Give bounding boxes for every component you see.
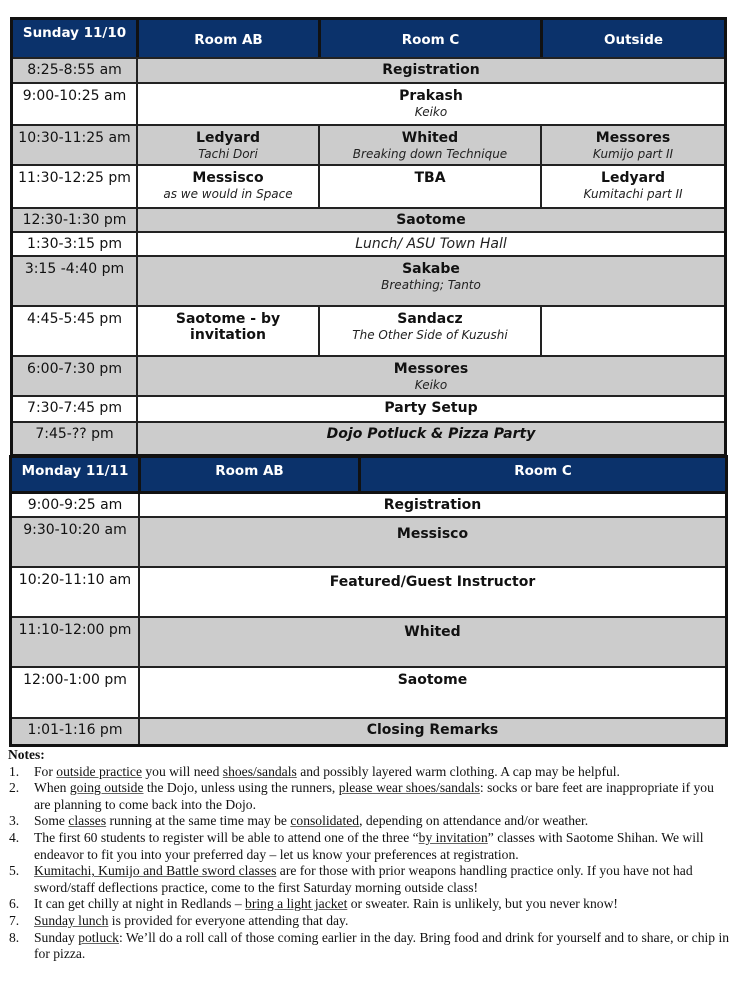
note-text: For — [34, 763, 57, 779]
time-slot: 10:20-11:10 am — [18, 572, 132, 588]
note-text: It can get chilly at night in Redlands – — [34, 896, 246, 912]
session-cell — [138, 568, 725, 616]
session-cell-room-c — [318, 307, 540, 355]
time-slot: 1:01-1:16 pm — [27, 722, 123, 738]
session-subtitle: Kumitachi part II — [583, 187, 683, 201]
note-emphasis: Sunday lunch — [34, 912, 109, 928]
time-slot: 11:30-12:25 pm — [18, 170, 131, 186]
column-header-room-ab: Room AB — [136, 20, 318, 57]
note-text: are for those with prior weapons handling practice only. If you have not had sword/staff deflections practice, come to the first Saturday morning outside class! — [34, 863, 693, 895]
session-title: Messores — [393, 361, 469, 377]
note-number: 1. — [9, 763, 20, 779]
session-cell — [136, 209, 724, 231]
note-text: or sweater. Rain is unlikely, but you never know! — [347, 896, 618, 912]
note-item — [8, 813, 730, 830]
note-emphasis: going outside — [69, 780, 144, 796]
session-cell — [136, 357, 724, 395]
schedule-row — [13, 421, 724, 454]
note-number: 3. — [9, 813, 20, 829]
time-slot: 7:30-7:45 pm — [27, 400, 122, 416]
day-header: Monday 11/11 — [21, 463, 129, 479]
note-item — [8, 930, 730, 963]
note-text: ” classes with Saotome Shihan. We will endeavor to fit you into your preferred day – let us know your preferences at registration. — [34, 829, 704, 862]
session-title: Whited — [401, 130, 459, 146]
session-title: Closing Remarks — [366, 722, 499, 738]
session-title: Registration — [383, 497, 482, 513]
session-subtitle: Lunch/ ASU Town Hall — [355, 236, 507, 252]
note-text: is provided for everyone attending that day. — [108, 912, 349, 928]
session-title: Sandacz — [397, 311, 463, 327]
schedule-row — [12, 717, 725, 744]
session-title: Ledyard — [196, 130, 260, 146]
note-text: the Dojo, unless using the runners, — [143, 780, 339, 796]
session-cell — [136, 233, 724, 255]
notes-section — [8, 747, 730, 963]
column-header-room-ab: Room AB — [138, 458, 358, 491]
note-item — [8, 863, 730, 896]
schedule-row — [13, 124, 724, 164]
time-slot: 9:00-10:25 am — [22, 88, 127, 104]
note-emphasis: by invitation — [418, 829, 488, 845]
session-cell — [136, 423, 724, 454]
note-number: 7. — [9, 912, 20, 928]
note-text: Some — [34, 813, 69, 829]
session-cell-room-c — [318, 126, 540, 164]
session-cell-room-ab — [136, 126, 318, 164]
session-title: Prakash — [399, 88, 463, 104]
note-emphasis: outside practice — [56, 763, 142, 779]
schedule-row — [13, 207, 724, 231]
session-title: Messisco — [396, 526, 469, 542]
time-slot: 6:00-7:30 pm — [27, 361, 122, 377]
notes-title: Notes: — [8, 747, 45, 762]
schedule-row — [13, 255, 724, 305]
column-header-outside: Outside — [540, 20, 724, 57]
note-item — [8, 764, 730, 781]
session-title: Saotome — [396, 212, 466, 228]
session-title: Whited — [404, 624, 461, 640]
note-emphasis: bring a light jacket — [245, 896, 348, 912]
note-emphasis: consolidated — [290, 813, 360, 829]
session-cell-room-ab — [136, 166, 318, 207]
note-text: running at the same time may be — [106, 813, 291, 829]
note-item — [8, 830, 730, 863]
session-title: Saotome - by invitation — [175, 311, 281, 343]
note-number: 4. — [9, 829, 20, 845]
time-slot: 9:00-9:25 am — [27, 497, 123, 513]
schedule-row — [13, 305, 724, 355]
session-cell — [138, 518, 725, 566]
column-header-room-c: Room C — [318, 20, 540, 57]
schedule-row — [13, 231, 724, 255]
sunday-schedule-table — [10, 17, 727, 457]
time-slot: 10:30-11:25 am — [18, 130, 131, 146]
note-item — [8, 780, 730, 813]
session-cell — [136, 59, 724, 82]
time-slot: 3:15 -4:40 pm — [24, 261, 125, 277]
session-subtitle: Tachi Dori — [198, 147, 258, 161]
schedule-row — [13, 395, 724, 421]
sunday-header-row — [13, 20, 724, 57]
note-number: 8. — [9, 929, 20, 945]
schedule-row — [12, 566, 725, 616]
note-text: The first 60 students to register will be able to attend one of the three “ — [34, 829, 419, 845]
note-text: you will need — [141, 763, 223, 779]
note-item — [8, 896, 730, 913]
time-slot: 12:00-1:00 pm — [23, 672, 127, 688]
session-subtitle: Breathing; Tanto — [381, 278, 481, 292]
session-cell — [136, 397, 724, 421]
session-subtitle: Keiko — [414, 105, 448, 119]
session-cell-room-ab — [136, 307, 318, 355]
session-cell-outside-empty — [540, 307, 724, 355]
session-cell-outside — [540, 126, 724, 164]
note-emphasis: shoes/sandals — [222, 763, 297, 779]
session-title: Featured/Guest Instructor — [329, 574, 536, 590]
session-title: Sakabe — [402, 261, 460, 277]
session-subtitle: Breaking down Technique — [352, 147, 508, 161]
note-text: and possibly layered warm clothing. A cap may be helpful. — [296, 763, 620, 779]
note-emphasis: Kumitachi, Kumijo and Battle sword classes — [34, 863, 277, 879]
notes-list — [8, 764, 730, 963]
session-title: Ledyard — [601, 170, 665, 186]
session-subtitle: Keiko — [414, 378, 448, 392]
session-cell — [138, 668, 725, 717]
time-slot: 1:30-3:15 pm — [27, 236, 122, 252]
schedule-row — [12, 616, 725, 666]
session-cell-outside — [540, 166, 724, 207]
session-cell — [136, 84, 724, 124]
session-title: Registration — [382, 62, 480, 78]
time-slot: 8:25-8:55 am — [27, 62, 122, 78]
session-title: Dojo Potluck & Pizza Party — [326, 426, 536, 442]
note-emphasis: please wear shoes/sandals — [338, 780, 480, 796]
note-number: 5. — [9, 863, 20, 879]
session-subtitle: as we would in Space — [163, 187, 293, 201]
note-emphasis: classes — [68, 813, 107, 829]
monday-header-row — [12, 458, 725, 491]
note-text: , depending on attendance and/or weather. — [359, 813, 589, 829]
note-text: : socks or bare feet are inappropriate if you are planning to come back into the Dojo. — [34, 780, 714, 812]
note-text: When — [34, 780, 70, 796]
note-emphasis: potluck — [78, 929, 119, 945]
note-text: : We’ll do a roll call of those coming earlier in the day. Bring food and drink for yourself and to share, or chip in for pizza. — [34, 929, 730, 962]
session-cell — [138, 618, 725, 666]
session-title: Party Setup — [384, 400, 478, 416]
schedule-row — [12, 666, 725, 717]
schedule-row — [13, 164, 724, 207]
session-subtitle: Kumijo part II — [592, 147, 674, 161]
note-number: 6. — [9, 896, 20, 912]
monday-schedule-table — [9, 455, 728, 747]
session-cell — [138, 719, 725, 744]
session-title: TBA — [414, 170, 446, 186]
session-subtitle: The Other Side of Kuzushi — [352, 328, 508, 342]
schedule-row — [13, 355, 724, 395]
note-number: 2. — [9, 780, 20, 796]
time-slot: 9:30-10:20 am — [23, 522, 127, 538]
session-cell — [136, 257, 724, 305]
session-title: Messisco — [192, 170, 264, 186]
schedule-row — [13, 82, 724, 124]
session-cell — [138, 494, 725, 516]
note-text: Sunday — [34, 929, 79, 945]
schedule-row — [12, 491, 725, 516]
session-title: Saotome — [397, 672, 468, 688]
session-cell-room-c — [318, 166, 540, 207]
session-title: Messores — [595, 130, 671, 146]
time-slot: 12:30-1:30 pm — [22, 212, 127, 228]
day-header: Sunday 11/10 — [22, 25, 127, 41]
time-slot: 11:10-12:00 pm — [18, 622, 132, 638]
schedule-row — [13, 57, 724, 82]
column-header-room-c: Room C — [358, 458, 725, 491]
schedule-row — [12, 516, 725, 566]
note-item — [8, 913, 730, 930]
time-slot: 4:45-5:45 pm — [27, 311, 122, 327]
time-slot: 7:45-?? pm — [35, 426, 114, 442]
